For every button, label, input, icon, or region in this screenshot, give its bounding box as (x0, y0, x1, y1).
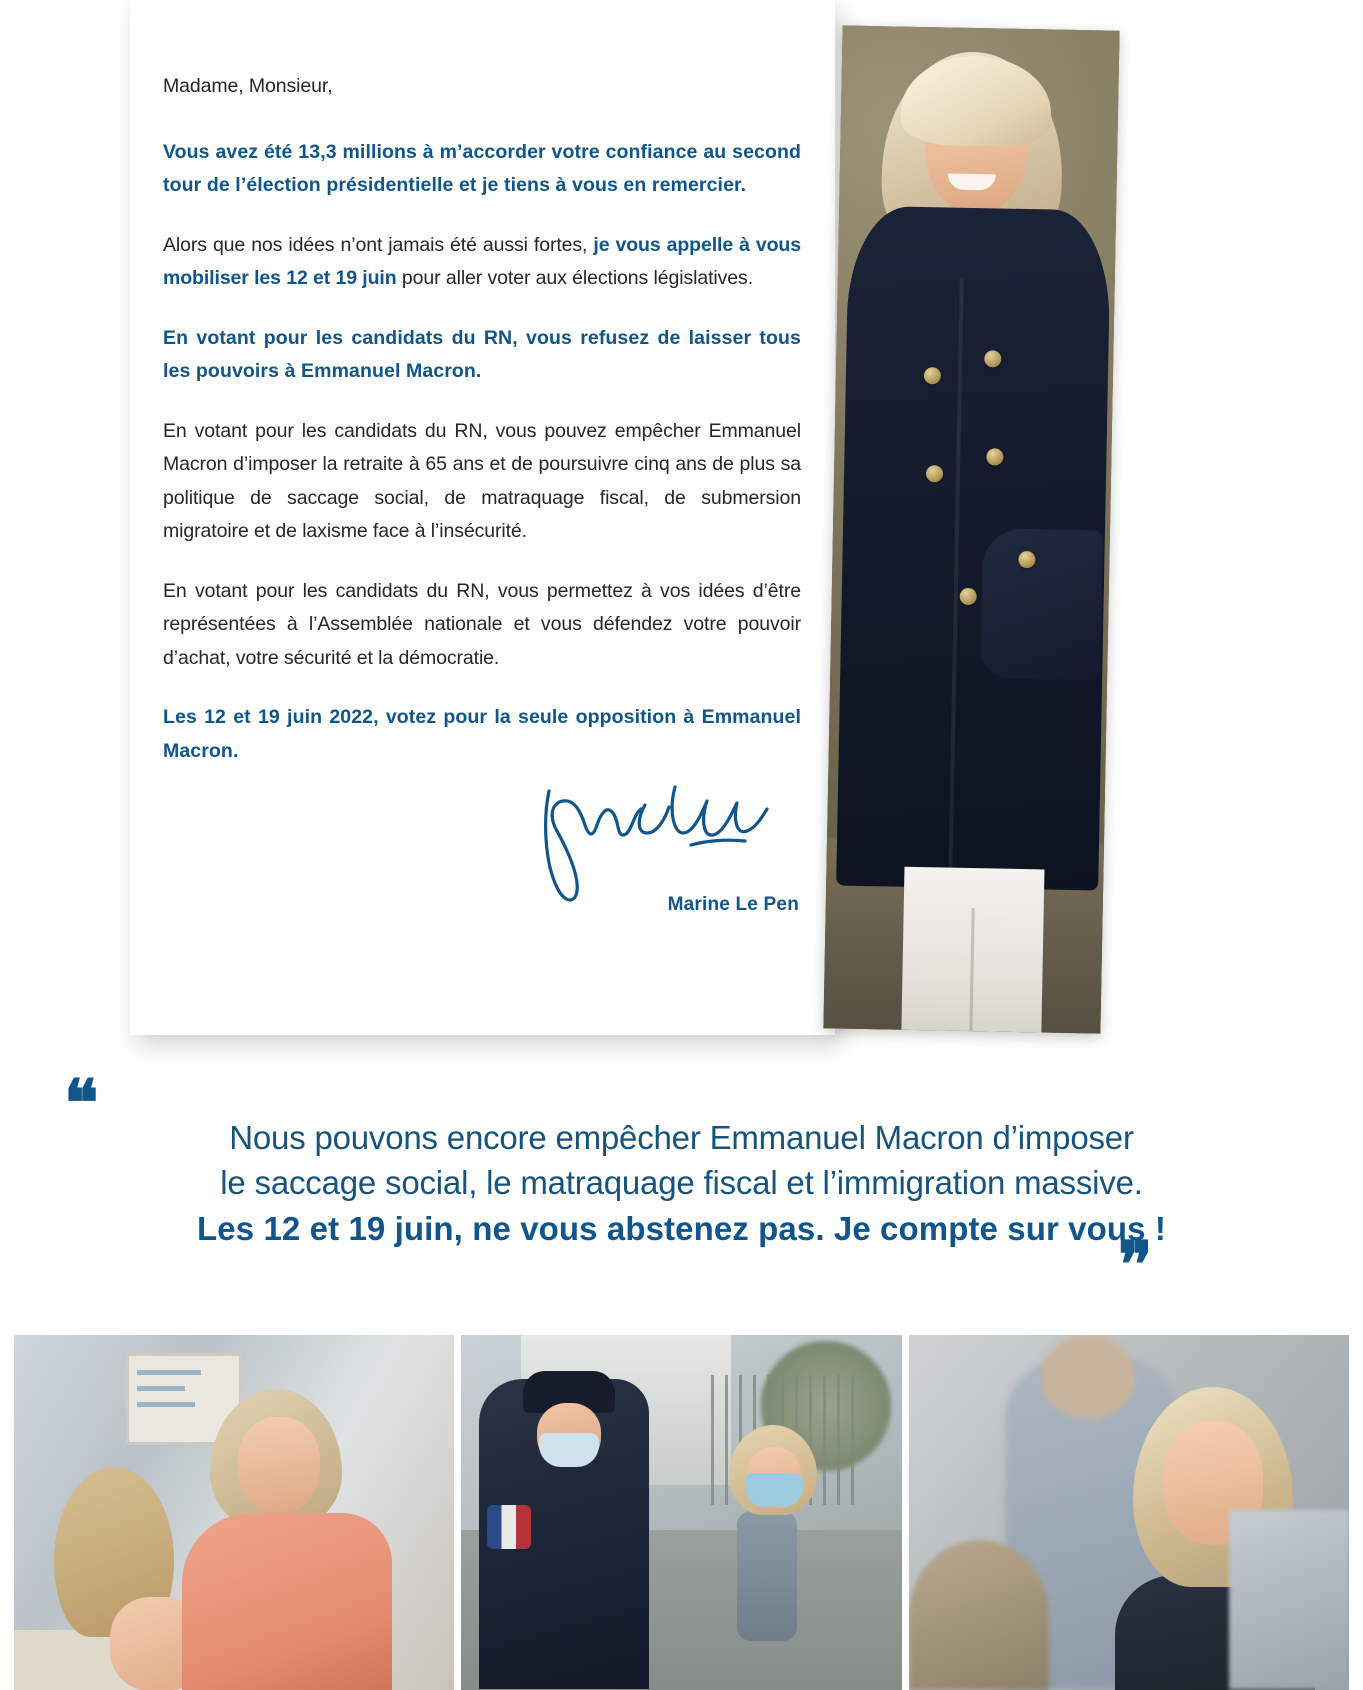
portrait-arm (980, 528, 1103, 680)
photo-crowd (909, 1335, 1349, 1690)
photo-strip (0, 1335, 1363, 1690)
photo-police (461, 1335, 901, 1690)
letter-paragraph-1: Vous avez été 13,3 millions à m’accorder votre confiance au second tour de l’élection présidentielle et je tiens à vous en remercier. (163, 140, 801, 197)
foreground-blur-right (1229, 1510, 1349, 1690)
police-patch (487, 1505, 531, 1549)
quote-open-icon: ❝ (64, 1068, 99, 1139)
letter-paragraph-5: En votant pour les candidats du RN, vous permettez à vos idées d’être représentées à l’Assemblée nationale et vous défendez votre pouvoir d’achat, votre sécurité et la démocratie. (163, 579, 801, 669)
police-mask (539, 1433, 599, 1467)
portrait-photo (823, 25, 1119, 1033)
letter-paragraph-4: En votant pour les candidats du RN, vous pouvez empêcher Emmanuel Macron d’imposer la retraite à 65 ans et de poursuivre cinq ans de plus sa politique de saccage social, de matraquage fiscal, de submersion migratoire et de laxisme face à l’insécurité. (163, 419, 801, 543)
background-person-head (1041, 1335, 1135, 1419)
paragraph-lead: Alors que nos idées n’ont jamais été aussi fortes, (163, 233, 594, 256)
letter-paragraph-2 (163, 229, 801, 296)
quote-line-2: le saccage social, le matraquage fiscal et l’immigration massive. (220, 1163, 1143, 1201)
letter-card (130, 0, 835, 1035)
letter-paragraph-6: Les 12 et 19 juin 2022, votez pour la seule opposition à Emmanuel Macron. (163, 706, 801, 762)
woman-jacket (182, 1513, 392, 1690)
paragraph-highlight: je vous appelle à vous mobiliser les 12 et 19 juin (163, 233, 801, 290)
signature-area (163, 795, 801, 945)
woman-scarf (737, 1511, 797, 1641)
paragraph-tail: pour aller voter aux élections législatives. (396, 267, 754, 290)
woman-face (238, 1417, 320, 1513)
letter-salutation: Madame, Monsieur, (163, 75, 333, 97)
face-mask (745, 1473, 803, 1507)
foreground-blur-left (909, 1540, 1049, 1690)
quote-close-icon: ❞ (1118, 1230, 1153, 1301)
signature-name: Marine Le Pen (667, 893, 799, 915)
pull-quote (0, 1058, 1363, 1318)
letter-paragraph-3: En votant pour les candidats du RN, vous refusez de laisser tous les pouvoirs à Emmanuel Macron. (163, 326, 801, 383)
quote-line-3: Les 12 et 19 juin, ne vous abstenez pas. Je compte sur vous ! (197, 1210, 1166, 1248)
photo-classroom (14, 1335, 454, 1690)
quote-line-1: Nous pouvons encore empêcher Emmanuel Macron d’imposer (229, 1119, 1134, 1156)
quote-text (0, 1116, 1363, 1252)
letter-body (163, 70, 801, 945)
